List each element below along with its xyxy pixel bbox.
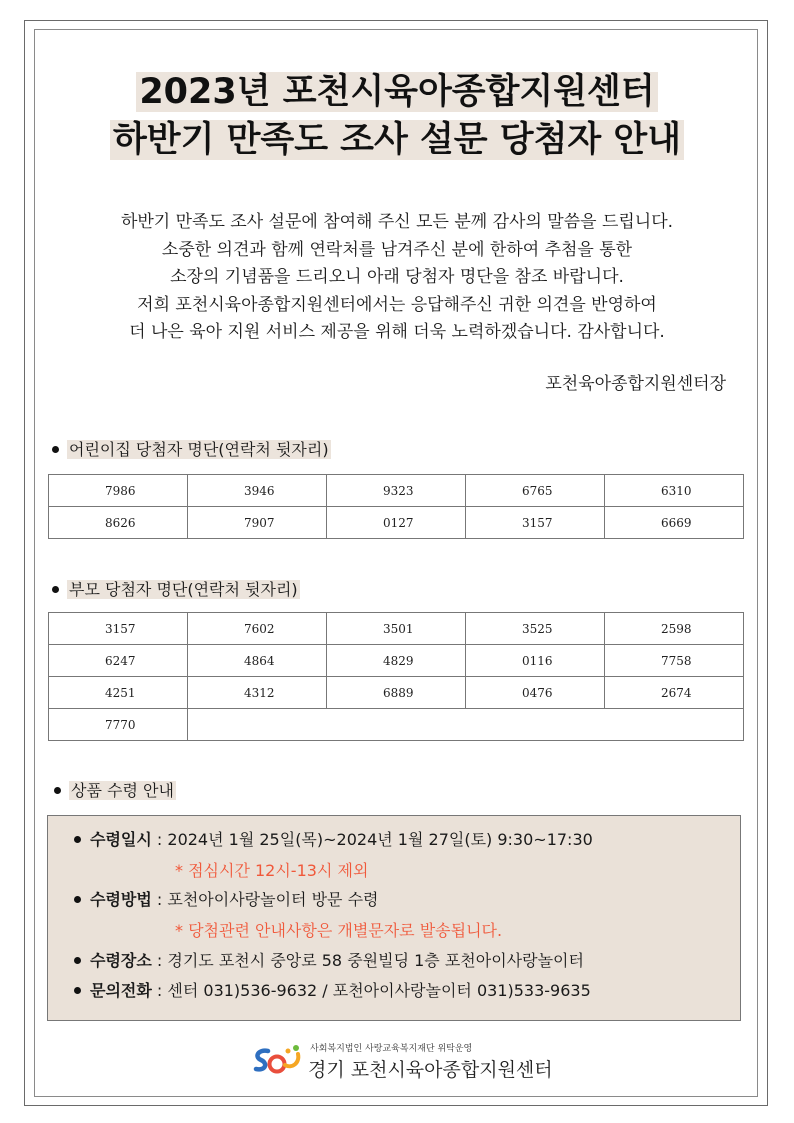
table-cell: 6669 [605, 507, 744, 539]
pickup-section-heading [54, 778, 176, 804]
intro-line: 소장의 기념품을 드리오니 아래 당첨자 명단을 참조 바랍니다. [170, 267, 624, 287]
table-row [49, 709, 744, 741]
intro-paragraph [0, 209, 794, 347]
bullet-icon [74, 987, 81, 994]
intro-line: 소중한 의견과 함께 연락처를 남겨주신 분에 한하여 추첨을 통한 [161, 239, 633, 260]
table-cell: 4251 [49, 677, 188, 709]
pickup-date-note: * 점심시간 12시-13시 제외 [175, 861, 369, 880]
table-cell: 3525 [466, 613, 605, 645]
bullet-icon [52, 446, 59, 453]
table-cell: 0127 [327, 507, 466, 539]
bullet-icon [74, 957, 81, 964]
footer-operator-text: 사회복지법인 사랑교육복지재단 위탁운영 [310, 1044, 473, 1054]
table-cell: 7907 [188, 507, 327, 539]
table-row [49, 645, 744, 677]
pickup-date-row [74, 828, 593, 852]
table-row [49, 475, 744, 507]
pickup-place-label: 수령장소 [90, 951, 152, 970]
bullet-icon [74, 836, 81, 843]
pickup-phone-label: 문의전화 [90, 981, 152, 1000]
table-cell: 2598 [605, 613, 744, 645]
table-cell: 6889 [327, 677, 466, 709]
footer-org-name: 경기 포천시육아종합지원센터 [308, 1059, 553, 1081]
signature: 포천육아종합지원센터장 [545, 374, 726, 394]
table-cell: 8626 [49, 507, 188, 539]
table-cell: 7770 [49, 709, 188, 741]
table-cell: 4312 [188, 677, 327, 709]
title-line2-text: 하반기 만족도 조사 설문 당첨자 안내 [110, 120, 684, 160]
parent-winners-table [48, 612, 744, 741]
pickup-phone-value: : 센터 031)536-9632 / 포천아이사랑놀이터 031)533-9635 [151, 981, 591, 1000]
pickup-date-value: : 2024년 1월 25일(목)~2024년 1월 27일(토) 9:30~17:30 [151, 830, 593, 849]
table-cell: 4864 [188, 645, 327, 677]
page-title-line2 [0, 118, 794, 162]
pickup-heading-text: 상품 수령 안내 [71, 781, 174, 800]
parent-section-heading [52, 577, 300, 603]
pickup-place-value: : 경기도 포천시 중앙로 58 중원빌딩 1층 포천아이사랑놀이터 [151, 951, 584, 970]
bullet-icon [54, 787, 61, 794]
daycare-winners-table [48, 474, 744, 539]
table-cell: 6765 [466, 475, 605, 507]
bullet-icon [74, 896, 81, 903]
pickup-method-label: 수령방법 [90, 890, 152, 909]
table-row [49, 507, 744, 539]
table-row [49, 677, 744, 709]
pickup-method-note: * 당첨관련 안내사항은 개별문자로 발송됩니다. [175, 921, 503, 940]
parent-heading-text: 부모 당첨자 명단(연락처 뒷자리) [69, 580, 298, 599]
intro-line: 하반기 만족도 조사 설문에 참여해 주신 모든 분께 감사의 말씀을 드립니다. [120, 212, 674, 232]
title-line1-text: 2023년 포천시육아종합지원센터 [136, 72, 657, 112]
daycare-section-heading [52, 437, 331, 463]
page-title-line1 [0, 70, 794, 114]
intro-line: 더 나은 육아 지원 서비스 제공을 위해 더욱 노력하겠습니다. 감사합니다. [129, 322, 665, 342]
pickup-info-box [47, 815, 741, 1021]
table-cell: 3157 [466, 507, 605, 539]
table-cell: 3157 [49, 613, 188, 645]
table-cell: 3946 [188, 475, 327, 507]
table-cell: 0476 [466, 677, 605, 709]
table-cell: 7602 [188, 613, 327, 645]
table-cell: 7986 [49, 475, 188, 507]
bullet-icon [52, 586, 59, 593]
table-cell: 6247 [49, 645, 188, 677]
table-cell: 9323 [327, 475, 466, 507]
table-cell: 0116 [466, 645, 605, 677]
pickup-place-row [74, 949, 584, 973]
table-row [49, 613, 744, 645]
intro-line: 저희 포천시육아종합지원센터에서는 응답해주신 귀한 의견을 반영하여 [137, 294, 657, 315]
table-cell: 4829 [327, 645, 466, 677]
table-cell: 7758 [605, 645, 744, 677]
table-cell-empty [188, 709, 744, 741]
org-logo-icon [252, 1043, 304, 1077]
table-cell: 2674 [605, 677, 744, 709]
footer [252, 1041, 552, 1081]
pickup-date-label: 수령일시 [90, 830, 152, 849]
pickup-phone-row [74, 979, 591, 1003]
table-cell: 6310 [605, 475, 744, 507]
pickup-method-row [74, 888, 379, 912]
daycare-heading-text: 어린이집 당첨자 명단(연락처 뒷자리) [69, 440, 329, 459]
pickup-method-value: : 포천아이사랑놀이터 방문 수령 [151, 890, 379, 909]
table-cell: 3501 [327, 613, 466, 645]
